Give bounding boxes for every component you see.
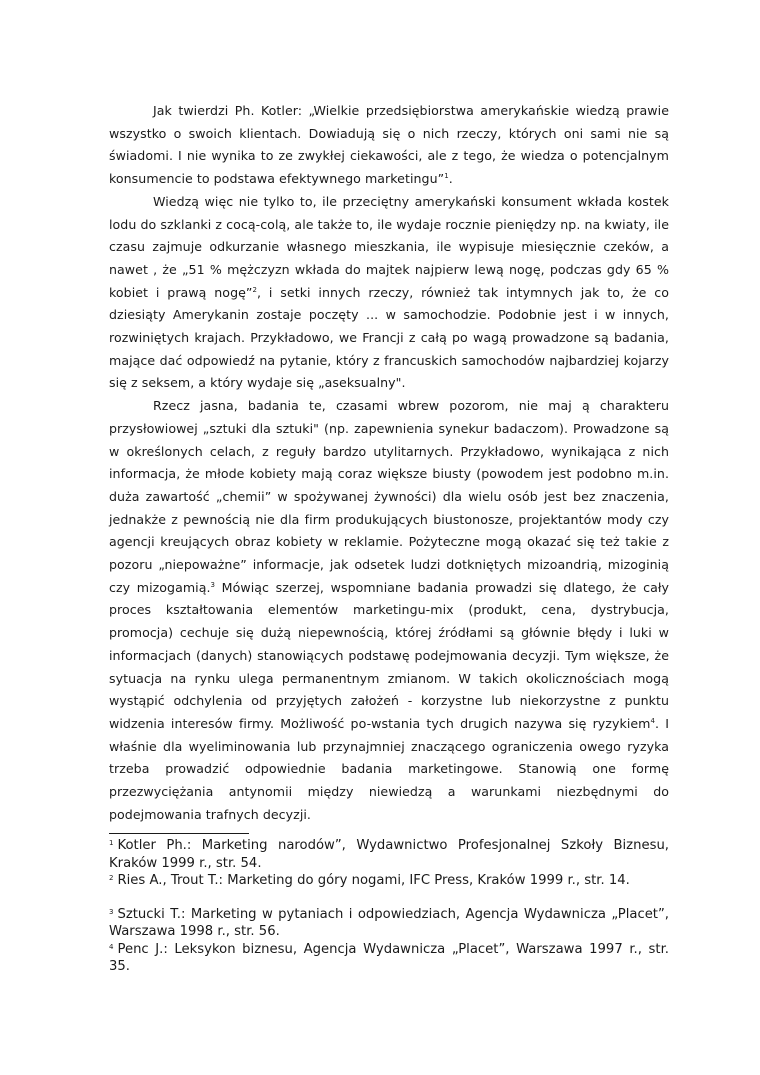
footnote-2: $^2$ Ries A., Trout T.: Marketing do góry nogami, IFC Press, Kraków 1999 r., str. 14. xyxy=(109,873,630,888)
footnote-1: $^1$ Kotler Ph.: Marketing narodów”, Wydawnictwo Profesjonalnej Szkoły Biznesu, Kraków 1999 r., str. 54. xyxy=(109,838,669,871)
footnote-4: $^4$ Penc J.: Leksykon biznesu, Agencja Wydawnicza „Placet”, Warszawa 1997 r., str. 35. xyxy=(109,941,669,974)
footnote-ref-3: 3 xyxy=(210,580,216,589)
footnote-separator xyxy=(109,833,249,834)
paragraph-1: Jak twierdzi Ph. Kotler: „Wielkie przedsiębiorstwa amerykańskie wiedzą prawie wszystko o swoich klientach. Dowiadują się o nich rzeczy, których oni sami nie są świadomi. I nie wynika to ze zwykłej ciekawości, ale z tego, że wiedza o potencjalnym konsumencie to podstawa efektywnego marketingu”$^1$. xyxy=(109,103,669,187)
footnotes xyxy=(109,837,669,976)
footnote-ref-2: 2 xyxy=(252,285,257,294)
footnote-ref-4: 4 xyxy=(650,716,655,725)
paragraph-2: Wiedzą więc nie tylko to, ile przeciętny amerykański konsument wkłada kostek lodu do szklanki z cocą-colą, ale także to, ile wydaje rocznie pieniędzy np. na kwiaty, ile czasu zajmuje odkurzanie własnego mieszkania, ile wypisuje miesięcznie czeków, a nawet , że „51 % mężczyzn wkłada do majtek najpierw lewą nogę, podczas gdy 65 % kobiet i prawą nogę”$^2$, i setki innych rzeczy, również tak intymnych jak to, że co dziesiąty Amerykanin zostaje poczęty ... w samochodzie. Podobnie jest i w innych, rozwiniętych krajach. Przykładowo, we Francji z całą po wagą prowadzone są badania, mające dać odpowiedź na pytanie, który z francuskich samochodów najbardziej kojarzy się z seksem, a który wydaje się „aseksualny". xyxy=(109,193,669,391)
footnote-ref-1: 1 xyxy=(444,172,449,181)
footnote-3: $^3$ Sztucki T.: Marketing w pytaniach i odpowiedziach, Agencja Wydawnicza „Placet”, Warszawa 1998 r., str. 56. xyxy=(109,906,669,939)
paragraph-3: Rzecz jasna, badania te, czasami wbrew pozorom, nie maj ą charakteru przysłowiowej „sztuki dla sztuki" (np. zapewnienia synekur badaczom). Prowadzone są w określonych celach, z reguły bardzo utylitarnych. Przykładowo, wynikająca z nich informacja, że młode kobiety mają coraz większe biusty (powodem jest podobno m.in. duża zawartość „chemii” w spożywanej żywności) dla wielu osób jest bez znaczenia, jednakże z pewnością nie dla firm produkujących biustonosze, projektantów mody czy agencji kreujących obraz kobiety w reklamie. Pożyteczne mogą okazać się też takie z pozoru „niepoważne” informacje, jak odsetek ludzi dotkniętych mizoandrią, mizoginią czy mizogamią.$^3$ Mówiąc szerzej, wspomniane badania prowadzi się dlatego, że cały proces kształtowania elementów marketingu-mix (produkt, cena, dystrybucja, promocja) cechuje się dużą niepewnością, której źródłami są głównie błędy i luki w informacjach (danych) stanowiących podstawę podejmowania decyzji. Tym większe, że sytuacja na rynku ulega permanentnym zmianom. W takich okolicznościach mogą wystąpić odchylenia od przyjętych założeń - korzystne lub niekorzystne z punktu widzenia interesów firmy. Możliwość po-wstania tych drugich nazywa się ryzykiem$^4$. I właśnie dla wyeliminowania lub przynajmniej znaczącego ograniczenia owego ryzyka trzeba prowadzić odpowiednie badania marketingowe. Stanowią one formę przezwyciężania antynomii między niewiedzą a warunkami niezbędnymi do podejmowania trafnych decyzji. xyxy=(109,398,669,822)
document-body xyxy=(109,100,669,827)
